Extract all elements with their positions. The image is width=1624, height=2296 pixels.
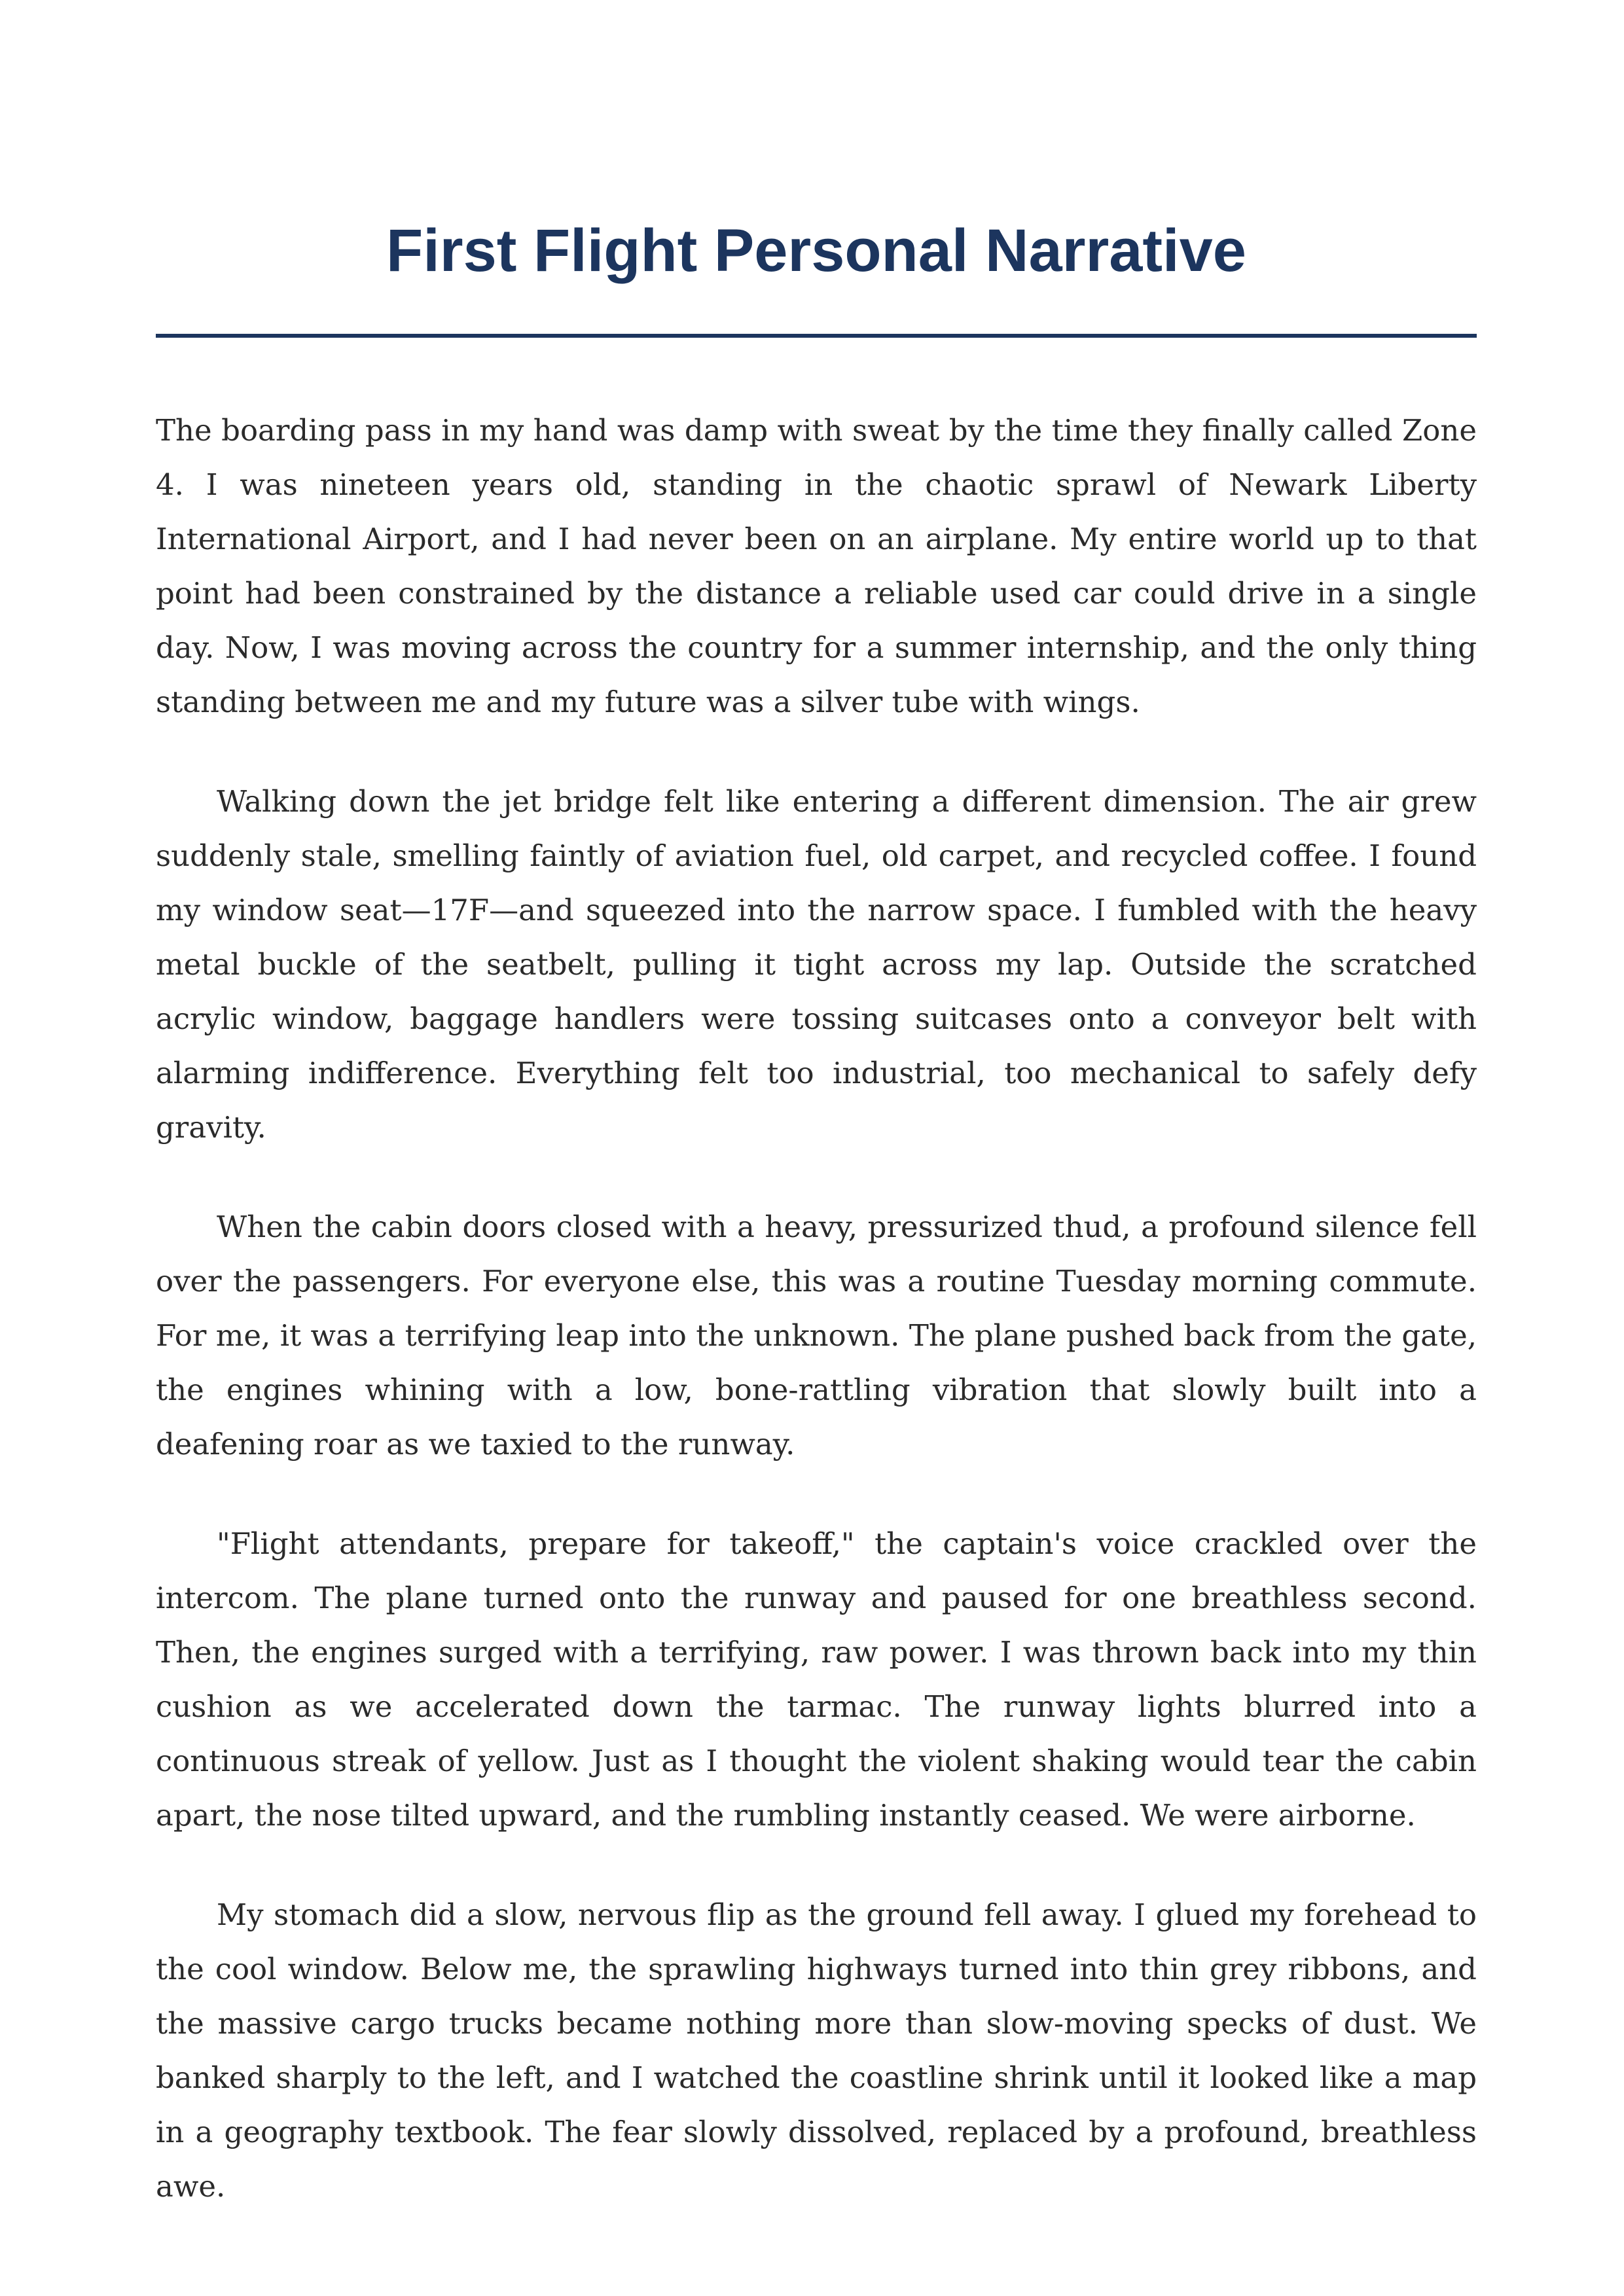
paragraph-5: My stomach did a slow, nervous flip as the ground fell away. I glued my forehead to the cool window. Below me, the sprawling highways turned into thin grey ribbons, and the massive cargo trucks became nothing more than slow-moving specks of dust. We banked sharply to the left, and I watched the coastline shrink until it looked like a map in a geography textbook. The fear slowly dissolved, replaced by a profound, breathless awe. <box>156 1897 1477 2204</box>
paragraph-3: When the cabin doors closed with a heavy, pressurized thud, a profound silence fell over the passengers. For everyone else, this was a routine Tuesday morning commute. For me, it was a terrifying leap into the unknown. The plane pushed back from the gate, the engines whining with a low, bone-rattling vibration that slowly built into a deafening roar as we taxied to the runway. <box>156 1210 1477 1462</box>
paragraph-4: "Flight attendants, prepare for takeoff," the captain's voice crackled over the intercom. The plane turned onto the runway and paused for one breathless second. Then, the engines surged with a terrifying, raw power. I was thrown back into my thin cushion as we accelerated down the tarmac. The runway lights blurred into a continuous streak of yellow. Just as I thought the violent shaking would tear the cabin apart, the nose tilted upward, and the rumbling instantly ceased. We were airborne. <box>156 1526 1477 1833</box>
title-divider <box>156 334 1477 338</box>
narrative-body <box>156 403 1477 2259</box>
document-title: First Flight Personal Narrative <box>386 217 1246 284</box>
paragraph-1: The boarding pass in my hand was damp with sweat by the time they finally called Zone 4. I was nineteen years old, standing in the chaotic sprawl of Newark Liberty International Airport, and I had never been on an airplane. My entire world up to that point had been constrained by the distance a reliable used car could drive in a single day. Now, I was moving across the country for a summer internship, and the only thing standing between me and my future was a silver tube with wings. <box>156 413 1477 719</box>
paragraph-2: Walking down the jet bridge felt like entering a different dimension. The air grew suddenly stale, smelling faintly of aviation fuel, old carpet, and recycled coffee. I found my window seat—17F—and squeezed into the narrow space. I fumbled with the heavy metal buckle of the seatbelt, pulling it tight across my lap. Outside the scratched acrylic window, baggage handlers were tossing suitcases onto a conveyor belt with alarming indifference. Everything felt too industrial, too mechanical to safely defy gravity. <box>156 784 1477 1145</box>
